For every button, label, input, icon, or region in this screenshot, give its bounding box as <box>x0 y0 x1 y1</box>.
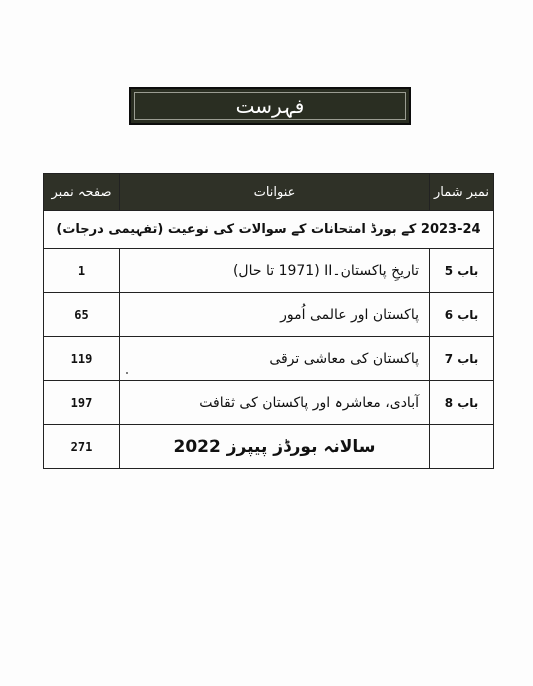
header-page-no: صفحہ نمبر <box>44 174 120 211</box>
header-topics: عنوانات <box>120 174 430 211</box>
chapter-label: باب 7 <box>430 337 494 381</box>
chapter-label: باب 8 <box>430 381 494 425</box>
chapter-label-empty <box>430 425 494 469</box>
page-number: 1 <box>44 249 120 293</box>
chapter-title[interactable]: پاکستان کی معاشی ترقی <box>120 337 430 381</box>
page-title: فہرست <box>235 94 305 118</box>
table-of-contents <box>43 173 494 469</box>
page-number: 119 <box>44 337 120 381</box>
chapter-label: باب 6 <box>430 293 494 337</box>
page-number: 197 <box>44 381 120 425</box>
header-chapter-no: نمبر شمار <box>430 174 494 211</box>
info-row-text[interactable]: 2023-24 کے بورڈ امتحانات کے سوالات کی نوعیت (تفہیمی درجات) <box>44 211 494 249</box>
page-number: 65 <box>44 293 120 337</box>
table-row <box>44 293 494 337</box>
chapter-title[interactable]: پاکستان اور عالمی اُمور <box>120 293 430 337</box>
chapter-title[interactable]: تاریخِ پاکستان۔II (1971 تا حال) <box>120 249 430 293</box>
chapter-title[interactable]: آبادی، معاشرہ اور پاکستان کی ثقافت <box>120 381 430 425</box>
chapter-label: باب 5 <box>430 249 494 293</box>
board-papers-title[interactable]: سالانہ بورڈز پیپرز 2022 <box>120 425 430 469</box>
table-header-row <box>44 174 494 211</box>
table-row-final <box>44 425 494 469</box>
table-row <box>44 337 494 381</box>
table-row <box>44 249 494 293</box>
title-banner <box>129 87 411 125</box>
table-row <box>44 381 494 425</box>
page-number: 271 <box>44 425 120 469</box>
info-row <box>44 211 494 249</box>
stray-ink-mark <box>126 372 128 374</box>
